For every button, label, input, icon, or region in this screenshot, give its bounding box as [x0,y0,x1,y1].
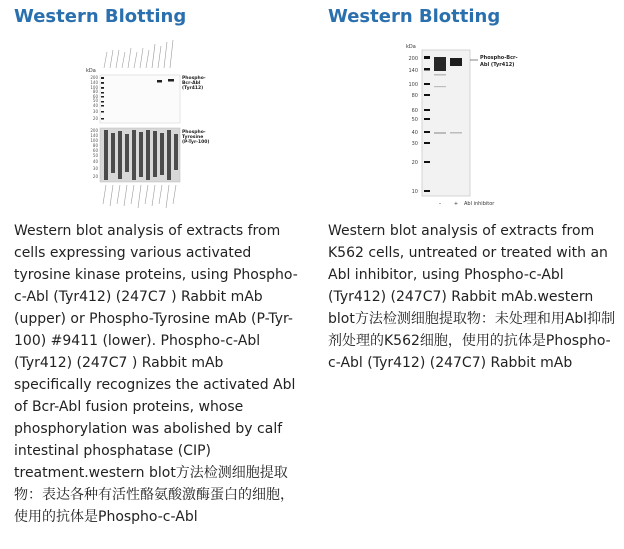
svg-text:80: 80 [92,89,98,94]
svg-text:200: 200 [90,128,98,133]
svg-text:10: 10 [411,189,418,195]
svg-text:(Tyr412): (Tyr412) [182,86,204,91]
svg-text:Abl inhibitor: Abl inhibitor [464,201,495,207]
svg-text:40: 40 [92,159,98,164]
svg-text:140: 140 [408,68,418,74]
right-heading: Western Blotting [328,6,501,27]
svg-text:100: 100 [90,85,98,90]
left-heading: Western Blotting [14,6,187,27]
svg-text:100: 100 [90,138,98,143]
svg-text:30: 30 [92,166,98,171]
svg-text:+: + [453,201,459,207]
svg-text:Bcr-Abl: Bcr-Abl [182,81,201,86]
svg-text:50: 50 [411,117,418,123]
right-caption: Western blot analysis of extracts from K562 cells, untreated or treated with an Abl inhibitor, using Phospho-c-Abl (Tyr412) (247C7) Rabbit mAb.western blot方法检测细胞提取物：未处理和用Abl抑制剂处理的K562细胞，使用的抗体是Phospho-c-Abl (Tyr412) (247C7) Rabbit mAb [328,223,616,371]
svg-text:50: 50 [92,153,98,158]
svg-text:40: 40 [411,130,418,136]
right-panel [328,0,620,371]
svg-text:20: 20 [411,160,418,166]
svg-text:100: 100 [408,82,418,88]
left-kda-label: kDa [86,68,96,74]
right-kda-label: kDa [406,44,416,50]
svg-text:140: 140 [90,133,98,138]
svg-text:–: – [438,201,442,207]
svg-text:80: 80 [92,143,98,148]
svg-text:60: 60 [411,108,418,114]
svg-text:200: 200 [408,56,418,62]
svg-text:Phospho-: Phospho- [182,130,206,135]
svg-text:60: 60 [92,94,98,99]
svg-text:60: 60 [92,148,98,153]
svg-text:140: 140 [90,80,98,85]
svg-text:50: 50 [92,98,98,103]
svg-text:Phospho-Bcr-: Phospho-Bcr- [480,55,518,61]
left-western-blot-image [80,38,230,210]
svg-text:200: 200 [90,75,98,80]
svg-text:20: 20 [92,174,98,179]
left-panel [14,0,310,525]
right-western-blot-image [398,40,578,210]
svg-text:30: 30 [92,109,98,114]
svg-text:80: 80 [411,93,418,99]
svg-text:Tyrosine: Tyrosine [182,135,204,140]
svg-text:Abl (Tyr412): Abl (Tyr412) [480,62,515,68]
svg-text:(P-Tyr-100): (P-Tyr-100) [182,140,210,145]
svg-text:Phospho-: Phospho- [182,76,206,81]
svg-text:20: 20 [92,116,98,121]
svg-text:30: 30 [411,141,418,147]
svg-text:40: 40 [92,103,98,108]
left-caption: Western blot analysis of extracts from cells expressing various activated tyrosine kinase proteins, using Phospho-c-Abl (Tyr412) (247C7 ) Rabbit mAb (upper) or Phospho-Tyrosine mAb (P-Tyr-100) #9411 (lower). Phospho-c-Abl (Tyr412) (247C7 ) Rabbit mAb specifically recognizes the activated Abl of Bcr-Abl fusion proteins, whose phosphorylation was abolished by calf intestinal phosphatase (CIP) treatment.western blot方法检测细胞提取物：表达各种有活性酪氨酸激酶蛋白的细胞，使用的抗体是Phospho-c-Abl [14,223,298,525]
